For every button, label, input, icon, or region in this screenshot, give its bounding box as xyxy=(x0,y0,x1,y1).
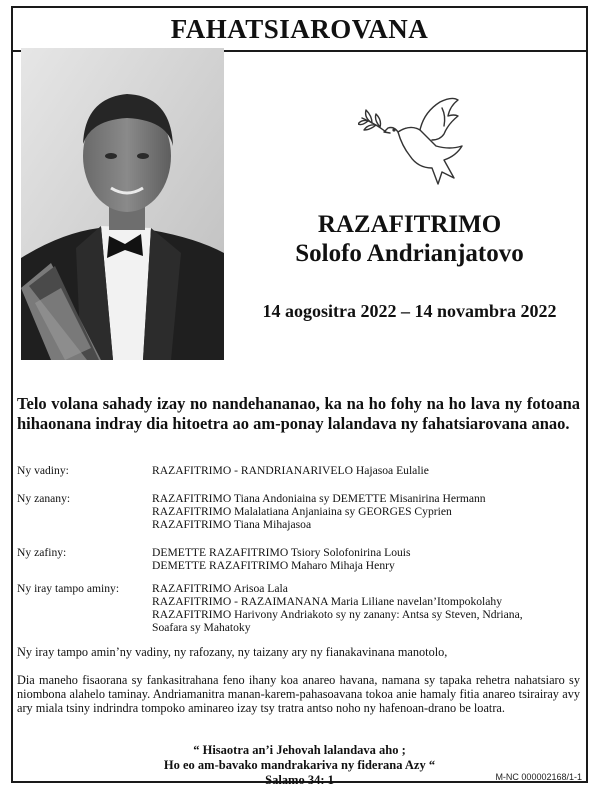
family-names xyxy=(152,464,582,477)
family-names xyxy=(152,492,582,531)
family-name: RAZAFITRIMO - RANDRIANARIVELO Hajasoa Eulalie xyxy=(152,464,429,477)
family-name: RAZAFITRIMO Malalatiana Anjaniaina sy GEORGES Cyprien xyxy=(152,505,452,518)
family-label: Ny iray tampo aminy: xyxy=(17,582,120,595)
family-name: RAZAFITRIMO Harivony Andriakoto sy ny zanany: Antsa sy Steven, Ndriana, xyxy=(152,608,523,621)
family-name: RAZAFITRIMO - RAZAIMANANA Maria Liliane navelan’Itompokolahy xyxy=(152,595,503,608)
tribute-text: Telo volana sahady izay no nandehananao, ka na ho fohy na ho lava ny fotoana hihaonana indray dia hitoetra ao am-ponay lalandava ny fahatsiarovana anao. xyxy=(17,394,580,433)
verse-citation: Salamo 34: 1 xyxy=(265,773,334,787)
deceased-given-names: Solofo Andrianjatovo xyxy=(295,240,524,267)
thanks-paragraph: Dia maneho fisaorana sy fankasitrahana feno ihany koa anareo havana, namana sy tapaka rehetra nahatsiaro sy niombona alahelo taminay. Andriamanitra manan-karem-pahasoavana tokoa anie hamaly fitia anareo tsirairay avy ary miala tsiny indrindra tompoko aminareo izay tsy tratra antso noho ny hafenoan-drano be loatra. xyxy=(17,673,580,715)
family-names xyxy=(152,582,582,634)
verse-line-2: Ho eo am-bavako mandrakariva ny fiderana Azy “ xyxy=(163,758,436,772)
family-name: RAZAFITRIMO Arisoa Lala xyxy=(152,582,288,595)
family-label: Ny vadiny: xyxy=(17,464,69,477)
verse-line-1: “ Hisaotra an’i Jehovah lalandava aho ; xyxy=(193,743,406,757)
family-name: Soafara sy Mahatoky xyxy=(152,621,251,634)
family-label: Ny zafiny: xyxy=(17,546,67,559)
deceased-surname: RAZAFITRIMO xyxy=(317,211,502,238)
reference-code: M-NC 000002168/1-1 xyxy=(495,772,582,782)
family-names xyxy=(152,546,582,572)
relatives-paragraph: Ny iray tampo amin’ny vadiny, ny rafozany, ny taizany ary ny fianakavinana manotolo, xyxy=(17,645,448,659)
dove-with-olive-branch-icon xyxy=(358,94,478,200)
family-name: DEMETTE RAZAFITRIMO Maharo Mihaja Henry xyxy=(152,559,395,572)
life-dates: 14 aogositra 2022 – 14 novambra 2022 xyxy=(262,301,557,321)
portrait-photo xyxy=(21,48,224,360)
family-name: RAZAFITRIMO Tiana Andoniaina sy DEMETTE Misanirina Hermann xyxy=(152,492,486,505)
family-label: Ny zanany: xyxy=(17,492,71,505)
obituary-frame xyxy=(11,6,588,787)
family-name: DEMETTE RAZAFITRIMO Tsiory Solofonirina Louis xyxy=(152,546,411,559)
page-title: FAHATSIAROVANA xyxy=(170,14,429,44)
family-name: RAZAFITRIMO Tiana Mihajasoa xyxy=(152,518,312,531)
